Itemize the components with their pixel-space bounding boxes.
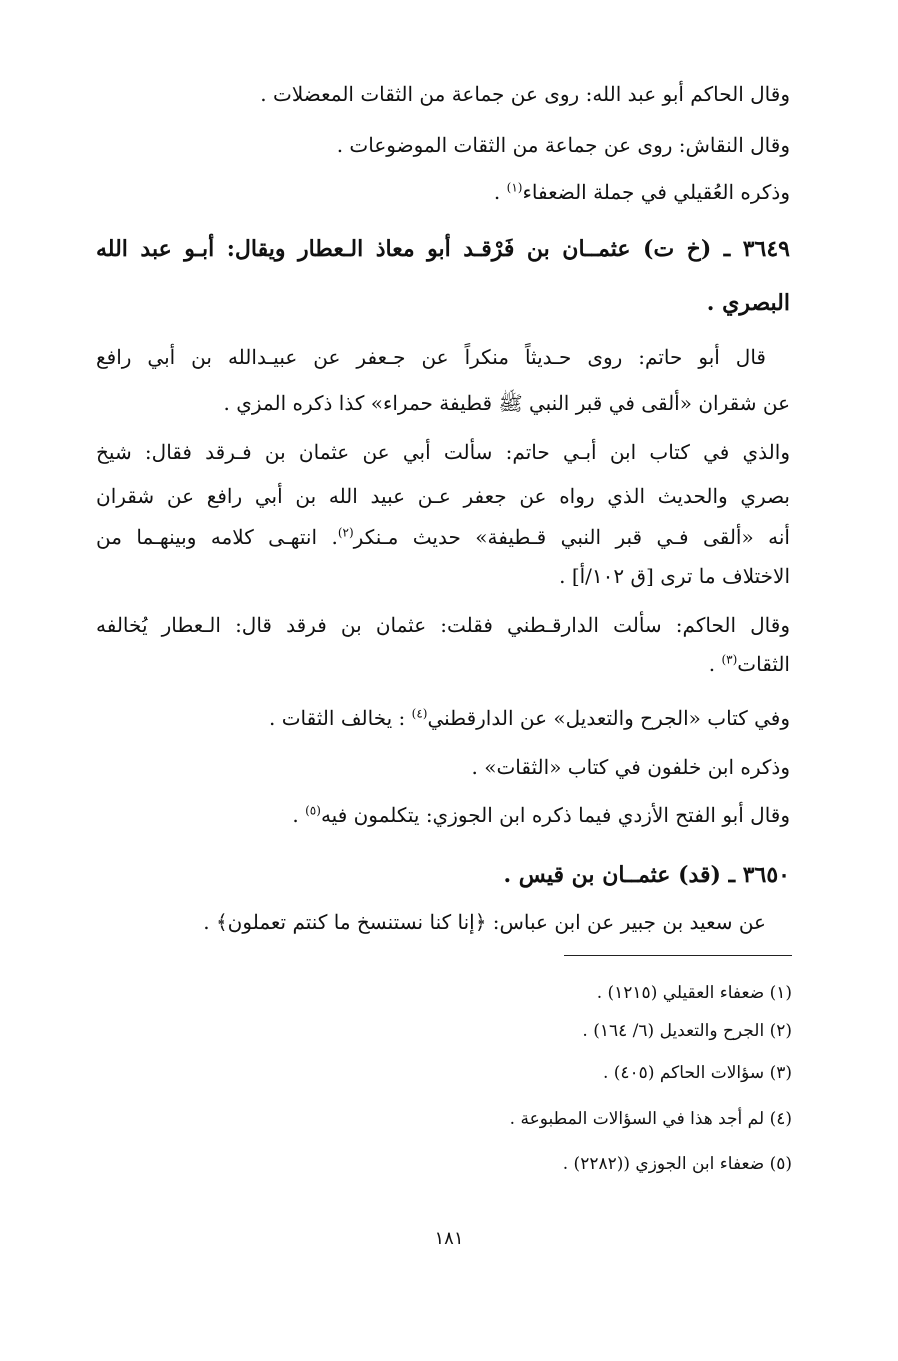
text-line: الثقات$^{(٣)}$ . bbox=[708, 652, 790, 676]
footnote-ref: (٣) bbox=[721, 652, 738, 667]
text-line: عن شقران «ألقى في قبر النبي ﷺ قطيفة حمراء» كذا ذكره المزي . bbox=[223, 391, 790, 415]
footnote: (٥) ضعفاء ابن الجوزي ((٢٢٨٢) . bbox=[562, 1154, 792, 1174]
footnote: (٣) سؤالات الحاكم (٤٠٥) . bbox=[602, 1063, 792, 1083]
footnote-ref: (٥) bbox=[305, 803, 321, 818]
text-line: وذكره العُقيلي في جملة الضعفاء$^{(١)}$ . bbox=[493, 180, 790, 204]
text-line: وفي كتاب «الجرح والتعديل» عن الدارقطني$^{(٤)}$ : يخالف الثقات . bbox=[269, 706, 790, 730]
footnote: (١) ضعفاء العقيلي (١٢١٥) . bbox=[596, 983, 792, 1003]
footnote-divider bbox=[564, 955, 792, 956]
text-line: أنه «ألقى فـي قبر النبي قـطيفة» حديث مـنكر$^{(٢)}$. انتهـى كلامه وبينهـما من bbox=[96, 525, 790, 549]
text-line: وذكره ابن خلفون في كتاب «الثقات» . bbox=[471, 755, 790, 779]
text-line: الاختلاف ما ترى [ق ١٠٢/أ] . bbox=[559, 564, 790, 588]
entry-heading: ٣٦٤٩ ـ (خ ت) عثمــان بن فَرْقـد أبو معاذ الـعطار ويقال: أبـو عبد الله bbox=[96, 236, 790, 262]
text-line: عن سعيد بن جبير عن ابن عباس: ﴿إنا كنا نستنسخ ما كنتم تعملون﴾ . bbox=[203, 910, 766, 934]
text-line: والذي في كتاب ابن أبـي حاتم: سألت أبي عن عثمان بن فـرقد فقال: شيخ bbox=[96, 440, 790, 464]
text-line: وقال الحاكم: سألت الدارقـطني فقلت: عثمان بن فرقد قال: الـعطار يُخالفه bbox=[96, 613, 790, 637]
footnote-ref: (٢) bbox=[337, 525, 354, 540]
text-line: وقال النقاش: روى عن جماعة من الثقات الموضوعات . bbox=[336, 133, 790, 157]
text-line: بصري والحديث الذي رواه عن جعفر عـن عبيد الله بن أبي رافع عن شقران bbox=[96, 484, 790, 508]
footnote: (٤) لم أجد هذا في السؤالات المطبوعة . bbox=[509, 1109, 792, 1129]
footnote: (٢) الجرح والتعديل (٦/ ١٦٤) . bbox=[582, 1021, 792, 1041]
entry-heading-cont: البصري . bbox=[706, 290, 790, 316]
entry-heading: ٣٦٥٠ ـ (قد) عثمــان بن قيس . bbox=[503, 862, 790, 888]
text-line: قال أبو حاتم: روى حـديثاً منكراً عن جـعفر عن عبيـدالله بن أبي رافع bbox=[96, 345, 766, 369]
text-line: وقال الحاكم أبو عبد الله: روى عن جماعة من الثقات المعضلات . bbox=[260, 82, 790, 106]
footnote-ref: (١) bbox=[506, 180, 523, 195]
footnote-ref: (٤) bbox=[411, 706, 428, 721]
page-number: ١٨١ bbox=[434, 1228, 464, 1249]
text-line: وقال أبو الفتح الأزدي فيما ذكره ابن الجوزي: يتكلمون فيه$^{(٥)}$ . bbox=[292, 803, 790, 827]
